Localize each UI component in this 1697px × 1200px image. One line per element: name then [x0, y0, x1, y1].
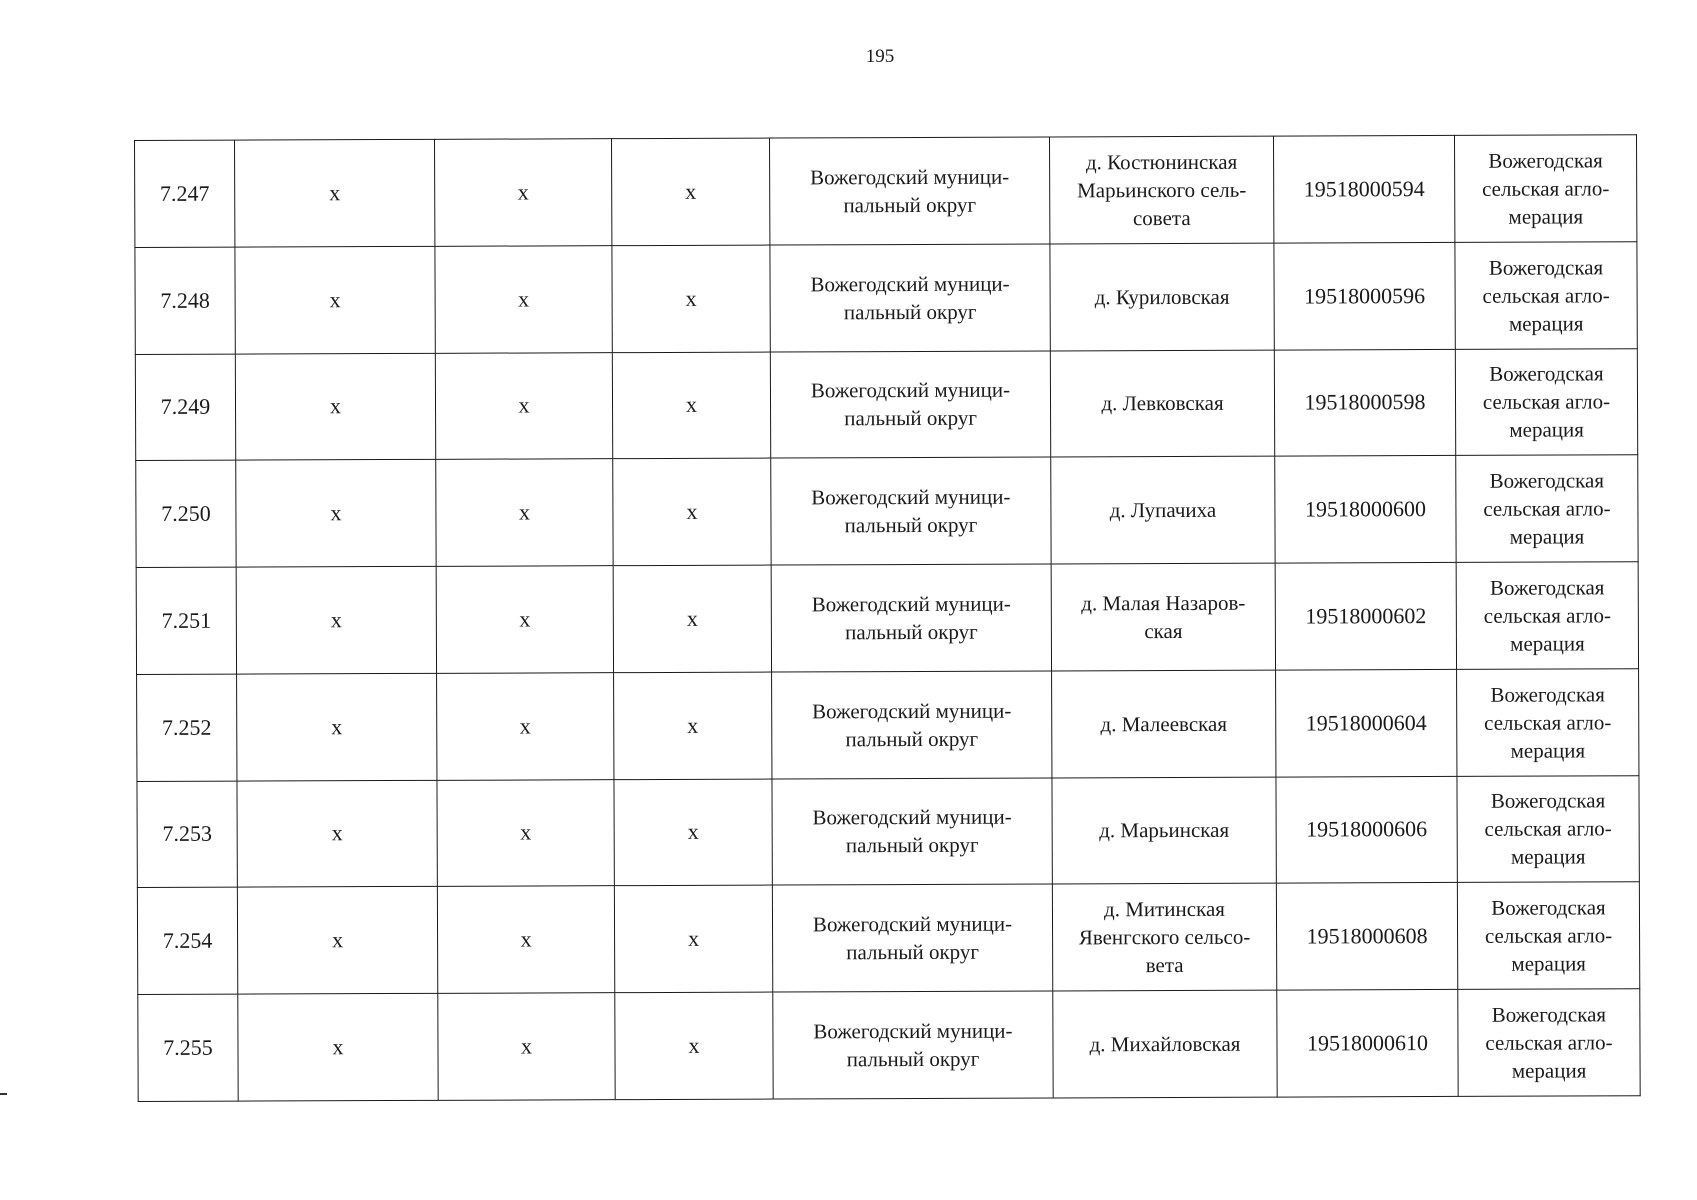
municipal-district-cell: Вожегодский муници- пальный округ [769, 137, 1049, 245]
x-mark-cell: x [611, 138, 769, 245]
oktmo-code-cell: 19518000600 [1275, 456, 1456, 563]
x-mark-cell: x [434, 139, 611, 246]
table-row [137, 669, 1639, 782]
row-number-cell: 7.250 [136, 460, 236, 567]
x-mark-cell: x [614, 672, 772, 779]
locality-cell: д. Куриловская [1050, 243, 1274, 351]
x-mark-cell: x [615, 992, 773, 1099]
x-mark-cell: x [613, 565, 771, 672]
row-number-cell: 7.253 [137, 781, 237, 888]
table-row [136, 455, 1638, 568]
municipal-district-cell: Вожегодский муници- пальный округ [771, 564, 1051, 672]
row-number-cell: 7.247 [135, 140, 235, 247]
settlements-table [134, 134, 1641, 1102]
x-mark-cell: x [238, 993, 438, 1101]
margin-tick-mark [0, 1093, 7, 1095]
x-mark-cell: x [435, 352, 612, 459]
agglomeration-cell: Вожегодская сельская агло- мерация [1457, 775, 1639, 882]
oktmo-code-cell: 19518000598 [1274, 349, 1455, 456]
oktmo-code-cell: 19518000594 [1273, 135, 1454, 242]
locality-cell: д. Михайловская [1053, 990, 1277, 1098]
table-row [138, 989, 1640, 1102]
locality-cell: д. Левковская [1050, 350, 1274, 458]
row-number-cell: 7.254 [137, 887, 237, 994]
x-mark-cell: x [435, 245, 612, 352]
table-body [135, 135, 1641, 1102]
municipal-district-cell: Вожегодский муници- пальный округ [770, 351, 1050, 459]
x-mark-cell: x [614, 885, 772, 992]
oktmo-code-cell: 19518000606 [1276, 776, 1457, 883]
agglomeration-cell: Вожегодская сельская агло- мерация [1457, 669, 1639, 776]
row-number-cell: 7.252 [137, 674, 237, 781]
row-number-cell: 7.248 [135, 247, 235, 354]
locality-cell: д. Митинская Явенгского сельсо- вета [1052, 883, 1276, 991]
locality-cell: д. Лупачиха [1051, 456, 1275, 564]
x-mark-cell: x [436, 566, 613, 673]
oktmo-code-cell: 19518000604 [1276, 669, 1457, 776]
locality-cell: д. Малеевская [1052, 670, 1276, 778]
x-mark-cell: x [612, 245, 770, 352]
x-mark-cell: x [235, 246, 435, 354]
x-mark-cell: x [235, 139, 435, 247]
oktmo-code-cell: 19518000608 [1276, 883, 1457, 990]
locality-cell: д. Марьинская [1052, 777, 1276, 885]
x-mark-cell: x [437, 672, 614, 779]
x-mark-cell: x [613, 458, 771, 565]
x-mark-cell: x [236, 566, 436, 674]
x-mark-cell: x [436, 459, 613, 566]
table-row [135, 135, 1637, 248]
agglomeration-cell: Вожегодская сельская агло- мерация [1458, 989, 1640, 1097]
agglomeration-cell: Вожегодская сельская агло- мерация [1455, 348, 1637, 455]
x-mark-cell: x [614, 779, 772, 886]
table-row [135, 241, 1637, 354]
oktmo-code-cell: 19518000602 [1275, 562, 1456, 669]
agglomeration-cell: Вожегодская сельская агло- мерация [1456, 562, 1638, 669]
locality-cell: д. Малая Назаров- ская [1051, 563, 1275, 671]
row-number-cell: 7.249 [135, 354, 235, 461]
x-mark-cell: x [237, 780, 437, 888]
municipal-district-cell: Вожегодский муници- пальный округ [772, 884, 1052, 992]
municipal-district-cell: Вожегодский муници- пальный округ [770, 244, 1050, 352]
agglomeration-cell: Вожегодская сельская агло- мерация [1454, 135, 1636, 242]
municipal-district-cell: Вожегодский муници- пальный округ [772, 671, 1052, 779]
x-mark-cell: x [437, 779, 614, 886]
x-mark-cell: x [235, 353, 435, 461]
table-row [136, 562, 1638, 675]
x-mark-cell: x [236, 460, 436, 568]
oktmo-code-cell: 19518000610 [1277, 990, 1458, 1098]
row-number-cell: 7.251 [136, 567, 236, 674]
table-row [137, 775, 1639, 888]
municipal-district-cell: Вожегодский муници- пальный округ [773, 991, 1053, 1099]
table-row [137, 882, 1639, 995]
oktmo-code-cell: 19518000596 [1274, 242, 1455, 349]
table-row [135, 348, 1637, 461]
locality-cell: д. Костюнинская Марьинского сель- совета [1049, 136, 1273, 244]
page-number: 195 [865, 46, 895, 67]
x-mark-cell: x [237, 673, 437, 781]
municipal-district-cell: Вожегодский муници- пальный округ [771, 457, 1051, 565]
agglomeration-cell: Вожегодская сельская агло- мерация [1455, 241, 1637, 348]
x-mark-cell: x [237, 887, 437, 995]
x-mark-cell: x [612, 352, 770, 459]
agglomeration-cell: Вожегодская сельская агло- мерация [1457, 882, 1639, 989]
municipal-district-cell: Вожегодский муници- пальный округ [772, 778, 1052, 886]
agglomeration-cell: Вожегодская сельская агло- мерация [1456, 455, 1638, 562]
row-number-cell: 7.255 [138, 994, 238, 1101]
x-mark-cell: x [438, 993, 615, 1101]
x-mark-cell: x [437, 886, 614, 993]
